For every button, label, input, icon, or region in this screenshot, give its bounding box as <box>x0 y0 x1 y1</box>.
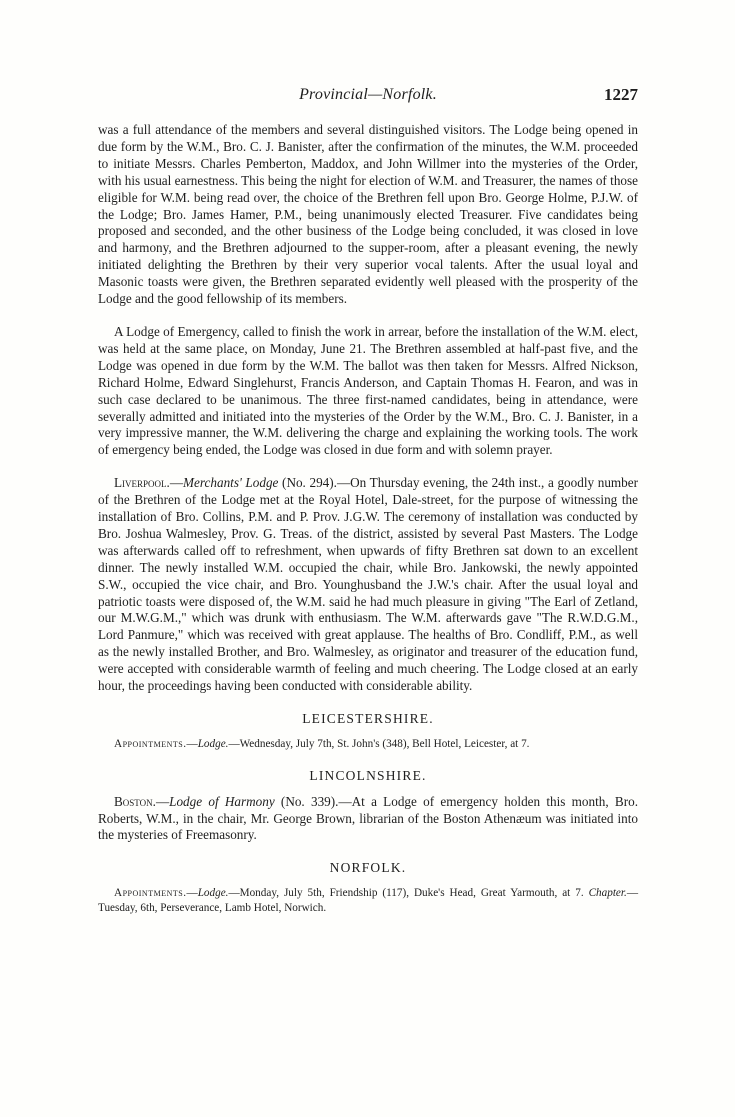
paragraph-lodge-of-emergency: A Lodge of Emergency, called to finish the work in arrear, before the installation of the W.M. elect, was held at the same place, on Monday, June 21. The Brethren assembled at half-past five, and the Lodge was opened in due form by the W.M. The ballot was then taken for Messrs. Alfred Nickson, Richard Holme, Edward Singlehurst, Francis Anderson, and Captain Thomas H. Fearon, and was in such case declared to be unanimous. The three first-named candidates, being in attendance, were severally admitted and initiated into the mysteries of the Order by the W.M., Bro. C. J. Banister, in a very impressive manner, the W.M. delivering the charge and explaining the working tools. The work of emergency being ended, the Lodge was closed in due form and with solemn prayer. <box>98 323 638 458</box>
running-head: Provincial—Norfolk. <box>299 86 437 103</box>
page-number: 1227 <box>604 85 638 104</box>
place-name: Liverpool. <box>114 475 170 491</box>
lodge-name: Merchants' Lodge <box>183 475 279 491</box>
section-title-norfolk: NORFOLK. <box>329 860 407 876</box>
page-header <box>98 86 638 112</box>
paragraph-lodge-meeting: was a full attendance of the members and several distinguished visitors. The Lodge being opened in due form by the W.M., Bro. C. J. Banister, after the confirmation of the minutes, the W.M. proceeded to initiate Messrs. Charles Pemberton, Maddox, and John Willmer into the mysteries of the Order, with his usual earnestness. This being the night for election of W.M. and Treasurer, the names of those eligible for W.M. being read over, the choice of the Brethren fell upon Bro. George Holme, P.J.W. of the Lodge; Bro. James Hamer, P.M., being unanimously elected Treasurer. Five candidates being proposed and seconded, and the other business of the Lodge being concluded, it was closed in love and harmony, and the Brethren adjourned to the supper-room, after a pleasant evening, the newly initiated delighting the Brethren by their very superior vocal talents. After the usual loyal and Masonic toasts were given, the Brethren separated evidently well pleased with the prosperity of the Lodge and the good fellowship of its members. <box>98 122 638 307</box>
paragraph-text: (No. 294).—On Thursday evening, the 24th inst., a goodly number of the Brethren of the Lodge met at the Royal Hotel, Dale-street, for the purpose of witnessing the installation of Bro. Collins, P.M. and P. Prov. J.G.W. The ceremony of installation was conducted by Bro. Joshua Walmesley, Prov. G. Treas. of the district, assisted by several Past Masters. The Lodge was afterwards called off to refreshment, when upwards of fifty Brethren sat down to an excellent dinner. The newly installed W.M. occupied the chair, while Bro. Jankowski, the newly appointed S.W., occupied the vice chair, and Bro. Younghusband the J.W.'s chair. After the usual loyal and patriotic toasts were disposed of, the W.M. said he had much pleasure in giving "The Earl of Zetland, our M.W.G.M.," which was drunk with enthusiasm. The W.M. afterwards gave "The R.W.D.G.M., Lord Panmure," which was received with great applause. The healths of Bro. Condliff, P.M., as well as the newly installed Brother, and Bro. Walmesley, as originator and treasurer of the education fund, were accepted with considerable warmth of feeling and much cheering. The Lodge closed at an early hour, the proceedings having been conducted with considerable ability. <box>98 475 639 694</box>
paragraph-text: —Wednesday, July 7th, St. John's (348), Bell Hotel, Leicester, at 7. <box>228 738 530 750</box>
em-dash: — <box>169 475 184 491</box>
paragraph-boston <box>98 794 638 845</box>
chapter-label: Chapter. <box>588 887 627 900</box>
section-title-lincolnshire: LINCOLNSHIRE. <box>309 767 427 783</box>
paragraph-gap <box>98 308 638 324</box>
place-name: Boston. <box>114 793 156 809</box>
em-dash: — <box>186 738 198 750</box>
appointments-label: Appointments. <box>114 887 187 900</box>
lodge-label: Lodge. <box>197 738 229 750</box>
paragraph-liverpool <box>98 475 638 695</box>
paragraph-gap <box>98 459 638 475</box>
journal-page <box>98 86 638 916</box>
paragraph-norfolk-appointments <box>98 886 638 915</box>
paragraph-text: —Tuesday, 6th, Perseverance, Lamb Hotel, Norwich. <box>98 887 638 914</box>
em-dash: — <box>155 793 170 809</box>
em-dash: — <box>186 887 198 900</box>
lodge-label: Lodge. <box>197 887 229 900</box>
section-title-leicestershire: LEICESTERSHIRE. <box>302 711 434 726</box>
appointments-label: Appointments. <box>114 738 187 750</box>
lodge-name: Lodge of Harmony <box>169 793 275 809</box>
paragraph-leicestershire-appointments <box>98 737 638 752</box>
paragraph-text: —Monday, July 5th, Friendship (117), Duke's Head, Great Yarmouth, at 7. <box>228 887 589 900</box>
paragraph-text: (No. 339).—At a Lodge of emergency holden this month, Bro. Roberts, W.M., in the chair, Mr. George Brown, librarian of the Boston Athenæum was initiated into the mysteries of Freemasonry. <box>98 793 638 843</box>
